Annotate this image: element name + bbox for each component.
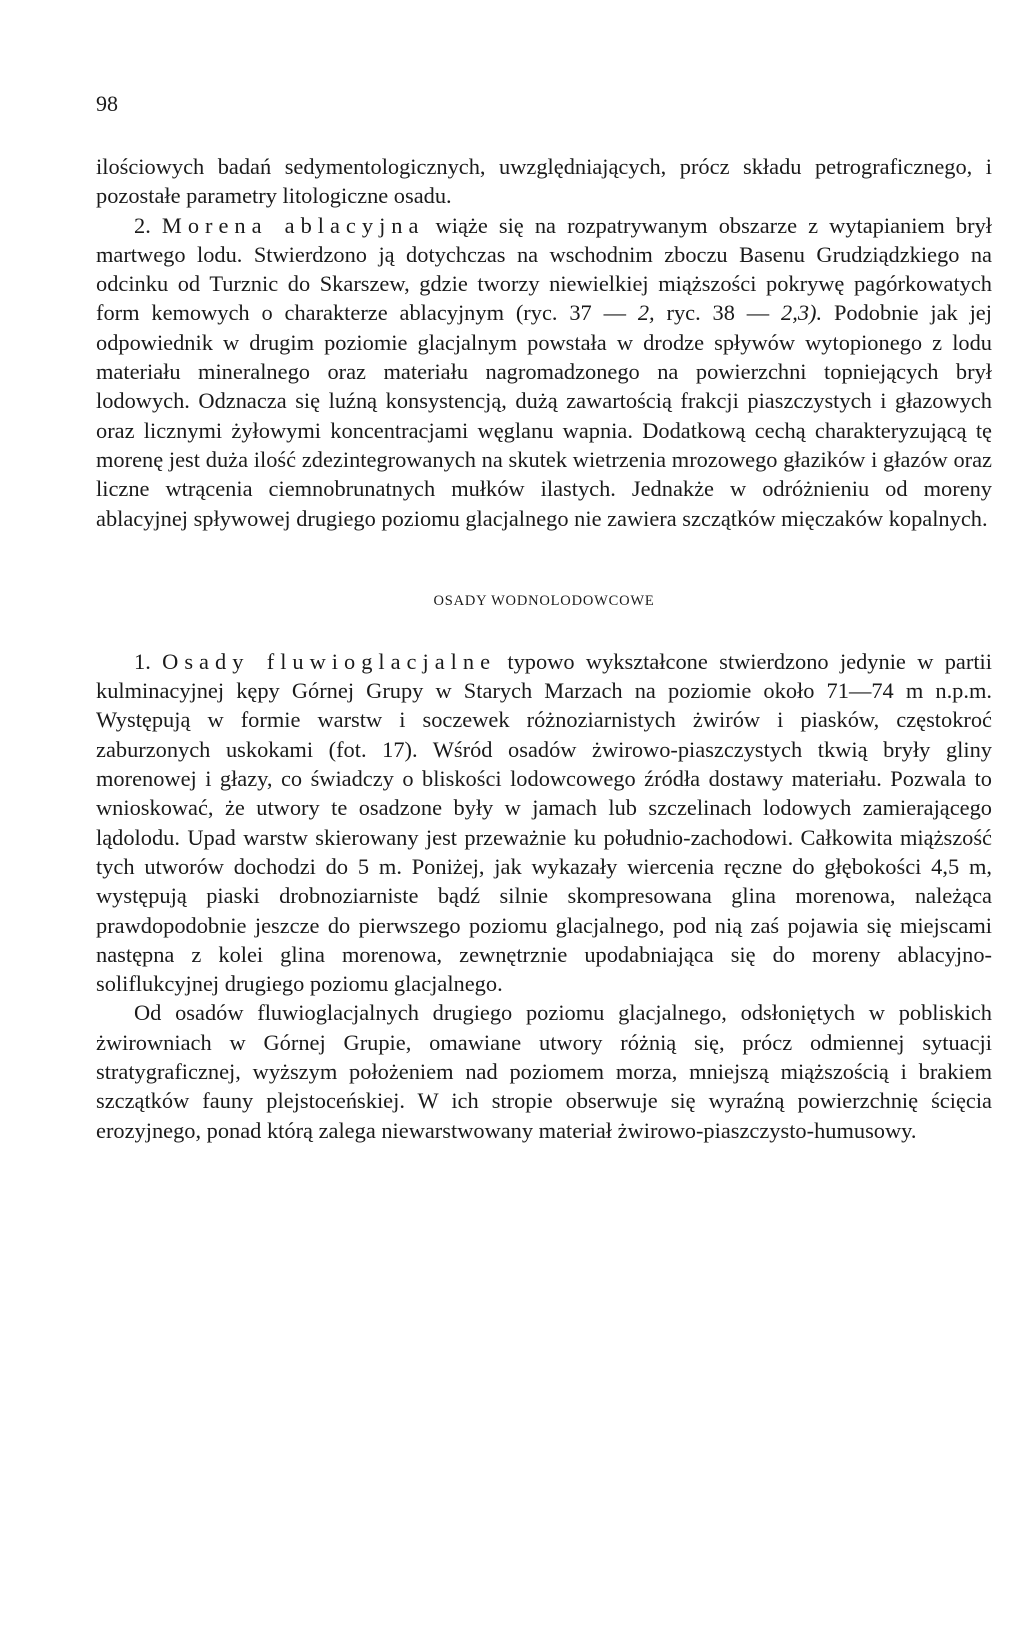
paragraph-text: ilościowych badań sedymentologicznych, uwzględniających, prócz składu petrograficznego, i pozostałe parametry litologiczne osadu. [96,154,992,209]
section-heading: OSADY WODNOLODOWCOWE [433,592,655,609]
spaced-term: Osady fluwioglacjalne [162,648,497,674]
spaced-term: Morena ablacyjna [161,212,425,238]
item-number: 2. [134,212,151,238]
paragraph-text: wiąże się na rozpatrywanym obszarze z wytapianiem brył martwego lodu. Stwierdzono ją dotychczas na wschodnim zboczu Basenu Grudziądzkiego na odcinku od Turznic do Skarszew, gdzie tworzy niewielkiej miąższości pokrywę pagórkowatych form kemowych o charakterze ablacyjnym (ryc. 37 — [96,212,992,326]
paragraph-comparison [96,998,992,1144]
paragraph-text: ryc. 38 — [666,300,770,326]
paragraph-text: Od osadów fluwioglacjalnych drugiego poziomu glacjalnego, odsłoniętych w pobliskich żwirowniach w Górnej Grupie, omawiane utwory różnią się, prócz odmiennej sytuacji stratygraficznej, wyższym położeniem nad poziomem morza, mniejszą miąższością i brakiem szczątków fauny plejstoceńskiej. W ich stropie obserwuje się wyraźną powierzchnię ścięcia erozyjnego, ponad którą zalega niewarstwowany materiał żwirowo-piaszczysto-humusowy. [96,1000,992,1143]
paragraph-osady-fluwioglacjalne [96,647,992,999]
paragraph-text: typowo wykształcone stwierdzono jedynie w partii kulminacyjnej kępy Górnej Grupy w Starych Marzach na poziomie około 71—74 m n.p.m. Występują w formie warstw i soczewek różnoziarnistych żwirów i piasków, częstokroć zaburzonych uskokami (fot. 17). Wśród osadów żwirowo-piaszczystych tkwią bryły gliny morenowej i głazy, co świadczy o bliskości lodowcowego źródła dostawy materiału. Pozwala to wnioskować, że utwory te osadzone były w jamach lub szczelinach lodowych zamierającego lądolodu. Upad warstw skierowany jest przeważnie ku południo-zachodowi. Całkowita miąższość tych utworów dochodzi do 5 m. Poniżej, jak wykazały wiercenia ręczne do głębokości 4,5 m, występują piaski drobnoziarniste bądź silnie skompresowana glina morenowa, należąca prawdopodobnie jeszcze do pierwszego poziomu glacjalnego, pod nią zaś pojawia się miejscami następna z kolei glina morenowa, zewnętrznie upodabniająca się do moreny ablacyjno-soliflukcyjnej drugiego poziomu glacjalnego. [96,648,992,997]
page-body [96,152,992,1145]
paragraph-text: Podobnie jak jej odpowiednik w drugim poziomie glacjalnym powstała w drodze spływów wytopionego z lodu materiału mineralnego oraz materiału nagromadzonego na powierzchni topniejących brył lodowych. Odznacza się luźną konsystencją, dużą zawartością frakcji piaszczystych i głazowych oraz licznymi żyłowymi koncentracjami węglanu wapnia. Dodatkową cechą charakteryzującą tę morenę jest duża ilość zdezintegrowanych na skutek wietrzenia mrozowego głazików i głazów oraz liczne wtrącenia ciemnobrunatnych mułków ilastych. Jednakże w odróżnieniu od moreny ablacyjnej spływowej drugiego poziomu glacjalnego nie zawiera szczątków mięczaków kopalnych. [96,300,992,531]
page-number: 98 [96,91,118,116]
figure-reference: 2, [637,300,655,326]
figure-reference: 2,3). [781,300,823,326]
paragraph-continued [96,152,992,211]
paragraph-morena-ablacyjna [96,211,992,533]
item-number: 1. [134,648,151,674]
